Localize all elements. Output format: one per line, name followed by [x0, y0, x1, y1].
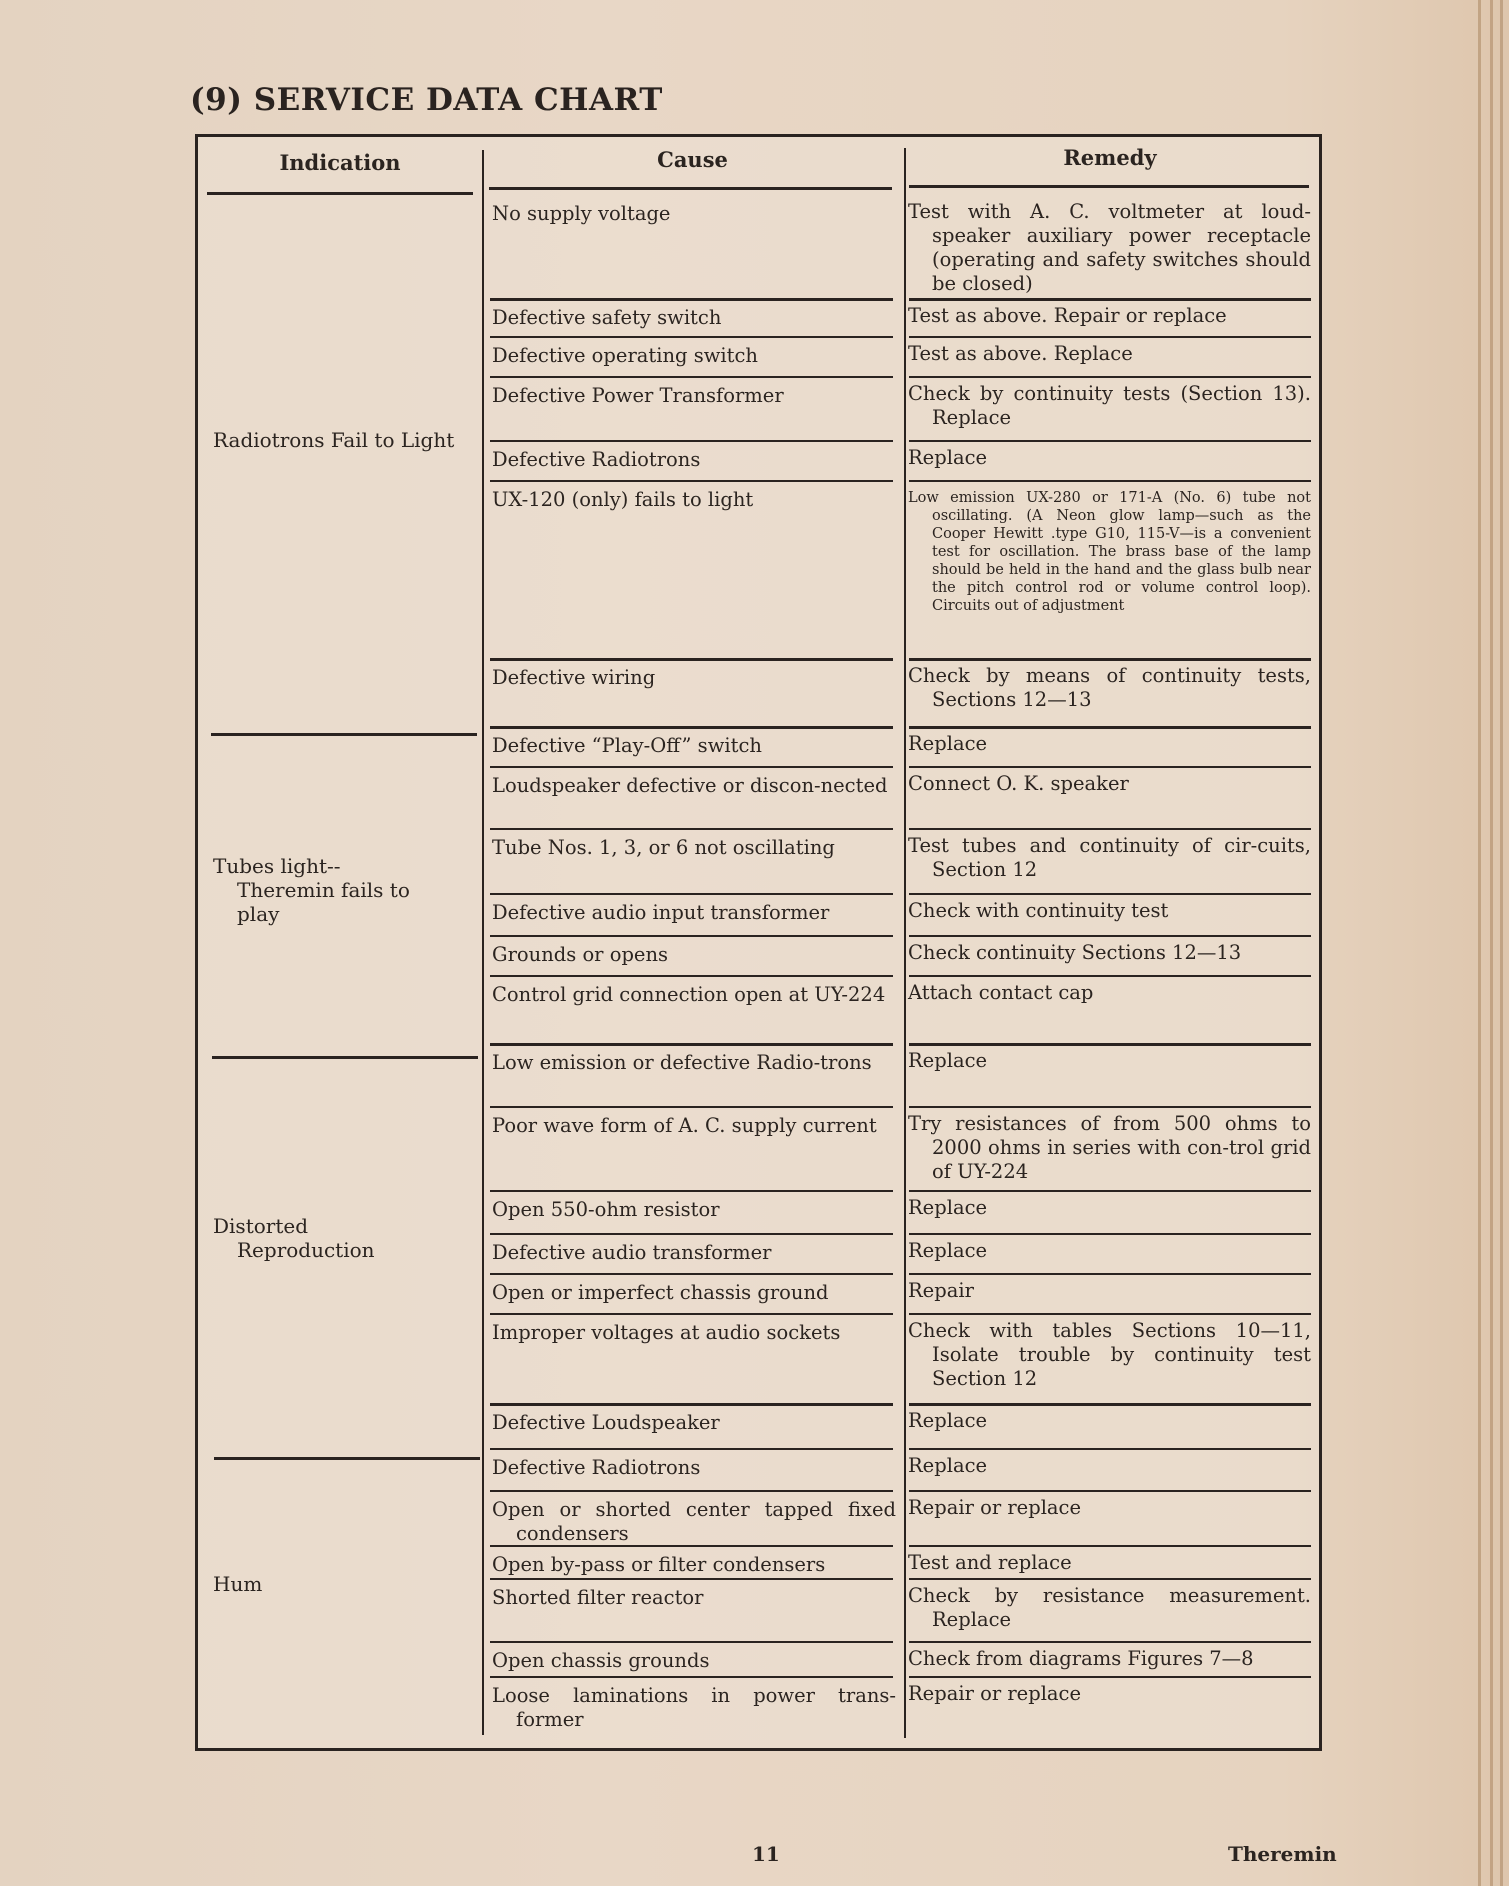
- cause-cell: Defective audio input transformer: [492, 901, 830, 924]
- remedy-cell: Check continuity Sections 12—13: [908, 941, 1242, 964]
- header-remedy: Remedy: [1063, 145, 1157, 170]
- page-edge: [1490, 0, 1493, 1886]
- cause-cell: Defective safety switch: [492, 306, 722, 329]
- cause-cell: Open 550-ohm resistor: [492, 1198, 720, 1221]
- row-rule: [490, 1043, 893, 1046]
- row-rule: [909, 376, 1311, 378]
- row-rule: [490, 1233, 893, 1235]
- remedy-cell: Attach contact cap: [908, 981, 1094, 1004]
- remedy-cell: Replace: [908, 732, 988, 755]
- row-rule: [909, 975, 1311, 977]
- remedy-cell: Repair or replace: [908, 1682, 1082, 1705]
- row-rule: [490, 658, 893, 661]
- row-rule: [490, 1490, 893, 1492]
- running-title: Theremin: [1228, 1842, 1337, 1866]
- header-rule: [489, 187, 892, 190]
- remedy-cell: Check with tables Sections 10—11, Isolate trouble by continuity test Section 12: [908, 1319, 1311, 1390]
- row-rule: [490, 1578, 893, 1580]
- cause-cell: Defective Radiotrons: [492, 448, 701, 471]
- remedy-cell: Test tubes and continuity of cir-cuits, Section 12: [908, 834, 1311, 881]
- header-indication: Indication: [279, 150, 401, 175]
- column-divider: [482, 150, 484, 1735]
- row-rule: [490, 766, 893, 768]
- row-rule: [909, 1448, 1311, 1450]
- cause-cell: Loose laminations in power trans-former: [492, 1684, 896, 1731]
- row-rule: [909, 440, 1311, 442]
- row-rule: [490, 1676, 893, 1678]
- indication-label: Hum: [213, 1572, 263, 1596]
- remedy-cell: Replace: [908, 1454, 988, 1477]
- row-rule: [490, 893, 893, 895]
- remedy-cell: Low emission UX-280 or 171-A (No. 6) tube not oscillating. (A Neon glow lamp—such as the Cooper Hewitt .type G10, 115-V—is a convenient test for oscillation. The brass base of the lamp should be held in the hand and the glass bulb near the pitch control rod or volume control loop). Circuits out of adjustment: [908, 490, 1311, 614]
- remedy-cell: Test with A. C. voltmeter at loud-speaker auxiliary power receptacle (operating and safety switches should be closed): [908, 200, 1311, 295]
- cause-cell: Defective Loudspeaker: [492, 1411, 720, 1434]
- header-rule: [909, 185, 1309, 188]
- row-rule: [490, 298, 893, 301]
- row-rule: [909, 1578, 1311, 1580]
- row-rule: [909, 1043, 1311, 1046]
- column-divider: [904, 148, 906, 1738]
- cause-cell: Defective wiring: [492, 666, 656, 689]
- cause-cell: Loudspeaker defective or discon-nected: [492, 774, 888, 797]
- row-rule: [490, 1403, 893, 1406]
- row-rule: [909, 1641, 1311, 1643]
- remedy-cell: Repair: [908, 1279, 974, 1302]
- indication-label: Distorted Reproduction: [213, 1214, 375, 1262]
- cause-cell: Low emission or defective Radio-trons: [492, 1051, 872, 1074]
- page-edge: [1500, 0, 1503, 1886]
- cause-cell: Open or shorted center tapped fixed condensers: [492, 1498, 896, 1545]
- remedy-cell: Check by resistance measurement. Replace: [908, 1584, 1311, 1631]
- row-rule: [909, 1106, 1311, 1108]
- cause-cell: Control grid connection open at UY-224: [492, 983, 886, 1006]
- remedy-cell: Test as above. Replace: [908, 342, 1133, 365]
- header-cause: Cause: [657, 147, 728, 172]
- row-rule: [490, 1641, 893, 1643]
- row-rule: [490, 480, 893, 482]
- remedy-cell: Repair or replace: [908, 1496, 1082, 1519]
- row-rule: [909, 1403, 1311, 1406]
- row-rule: [490, 336, 893, 338]
- cause-cell: Open or imperfect chassis ground: [492, 1281, 829, 1304]
- indication-label: Tubes light-- Theremin fails to play: [213, 854, 410, 926]
- remedy-cell: Check with continuity test: [908, 899, 1169, 922]
- remedy-cell: Try resistances of from 500 ohms to 2000 ohms in series with con-trol grid of UY-224: [908, 1112, 1311, 1183]
- row-rule: [909, 893, 1311, 895]
- row-rule: [909, 1676, 1311, 1678]
- remedy-cell: Replace: [908, 1049, 988, 1072]
- row-rule: [909, 480, 1311, 482]
- header-rule: [207, 192, 473, 195]
- cause-cell: Defective Power Transformer: [492, 384, 784, 407]
- row-rule: [909, 336, 1311, 338]
- row-rule: [490, 376, 893, 378]
- remedy-cell: Connect O. K. speaker: [908, 772, 1129, 795]
- page-edge: [1478, 0, 1481, 1886]
- cause-cell: Open chassis grounds: [492, 1649, 710, 1672]
- row-rule: [490, 828, 893, 830]
- cause-cell: UX-120 (only) fails to light: [492, 488, 754, 511]
- row-rule: [909, 1313, 1311, 1315]
- cause-cell: Defective Radiotrons: [492, 1456, 701, 1479]
- row-rule: [490, 726, 893, 729]
- row-rule: [909, 1190, 1311, 1192]
- remedy-cell: Test and replace: [908, 1551, 1072, 1574]
- row-rule: [490, 1273, 893, 1275]
- row-rule: [909, 935, 1311, 937]
- cause-cell: Improper voltages at audio sockets: [492, 1321, 841, 1344]
- cause-cell: Defective operating switch: [492, 344, 758, 367]
- cause-cell: Grounds or opens: [492, 943, 669, 966]
- cause-cell: Defective audio transformer: [492, 1241, 772, 1264]
- remedy-cell: Replace: [908, 1409, 988, 1432]
- row-rule: [909, 298, 1311, 301]
- remedy-cell: Test as above. Repair or replace: [908, 304, 1227, 327]
- cause-cell: Defective “Play-Off” switch: [492, 734, 762, 757]
- cause-cell: No supply voltage: [492, 202, 671, 225]
- page-title: (9) SERVICE DATA CHART: [190, 82, 663, 118]
- row-rule: [909, 1233, 1311, 1235]
- row-rule: [490, 440, 893, 442]
- row-rule: [909, 726, 1311, 729]
- remedy-cell: Check by continuity tests (Section 13). Replace: [908, 382, 1311, 429]
- remedy-cell: Check from diagrams Figures 7—8: [908, 1647, 1254, 1670]
- page-number: 11: [752, 1842, 780, 1866]
- cause-cell: Tube Nos. 1, 3, or 6 not oscillating: [492, 836, 835, 859]
- cause-cell: Poor wave form of A. C. supply current: [492, 1114, 877, 1137]
- row-rule: [909, 828, 1311, 830]
- group-separator: [212, 1056, 478, 1059]
- row-rule: [909, 766, 1311, 768]
- group-separator: [214, 1457, 480, 1460]
- row-rule: [490, 1190, 893, 1192]
- row-rule: [490, 935, 893, 937]
- row-rule: [490, 975, 893, 977]
- row-rule: [909, 1273, 1311, 1275]
- row-rule: [490, 1313, 893, 1315]
- remedy-cell: Check by means of continuity tests, Sections 12—13: [908, 664, 1311, 711]
- group-separator: [211, 733, 477, 736]
- row-rule: [490, 1106, 893, 1108]
- row-rule: [909, 1490, 1311, 1492]
- remedy-cell: Replace: [908, 446, 988, 469]
- remedy-cell: Replace: [908, 1239, 988, 1262]
- remedy-cell: Replace: [908, 1196, 988, 1219]
- cause-cell: Open by-pass or filter condensers: [492, 1553, 826, 1576]
- row-rule: [490, 1448, 893, 1450]
- row-rule: [909, 658, 1311, 661]
- cause-cell: Shorted filter reactor: [492, 1586, 704, 1609]
- indication-label: Radiotrons Fail to Light: [213, 428, 455, 452]
- row-rule: [490, 1545, 893, 1547]
- row-rule: [909, 1545, 1311, 1547]
